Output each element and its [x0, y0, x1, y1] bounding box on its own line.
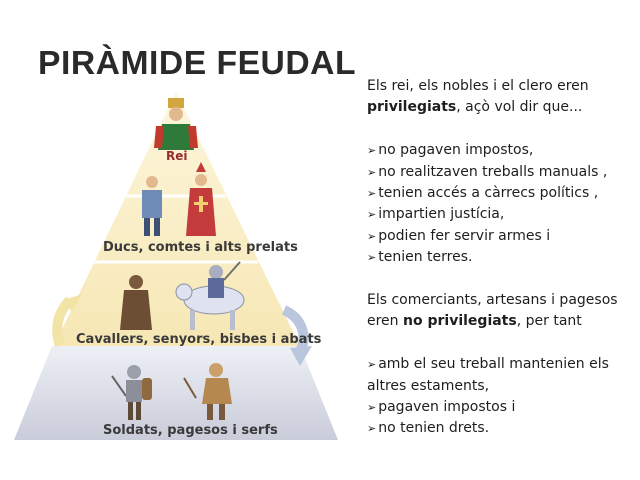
list-item: ➢ tenien terres. [367, 247, 629, 268]
nonprivileged-intro: Els comerciants, artesans i pagesos eren no privilegiats, per tant [367, 292, 618, 330]
privileged-intro: Els rei, els nobles i el clero eren privilegiats, açò vol dir que... [367, 78, 589, 116]
pyramid-level-label: Ducs, comtes i alts prelats [103, 240, 298, 255]
list-item: ➢ pagaven impostos i [367, 397, 629, 418]
page-title: PIRÀMIDE FEUDAL [38, 44, 357, 81]
list-item: ➢ amb el seu treball mantenien els altres estaments, [367, 354, 629, 397]
list-item: ➢ podien fer servir armes i [367, 226, 629, 247]
explanation-text [367, 76, 629, 440]
list-item: ➢ tenien accés a càrrecs polítics , [367, 183, 629, 204]
pyramid-level-label: Cavallers, senyors, bisbes i abats [76, 332, 322, 347]
list-item: ➢ no tenien drets. [367, 418, 629, 439]
list-item: ➢ no realitzaven treballs manuals , [367, 162, 629, 183]
list-item: ➢ impartien justícia, [367, 204, 629, 225]
list-item: ➢ no pagaven impostos, [367, 140, 629, 161]
pyramid-level-label: Rei [166, 149, 188, 163]
nonprivileged-keyword: no privilegiats [403, 313, 517, 330]
pyramid-level-label: Soldats, pagesos i serfs [103, 423, 278, 438]
privileged-keyword: privilegiats [367, 99, 457, 116]
